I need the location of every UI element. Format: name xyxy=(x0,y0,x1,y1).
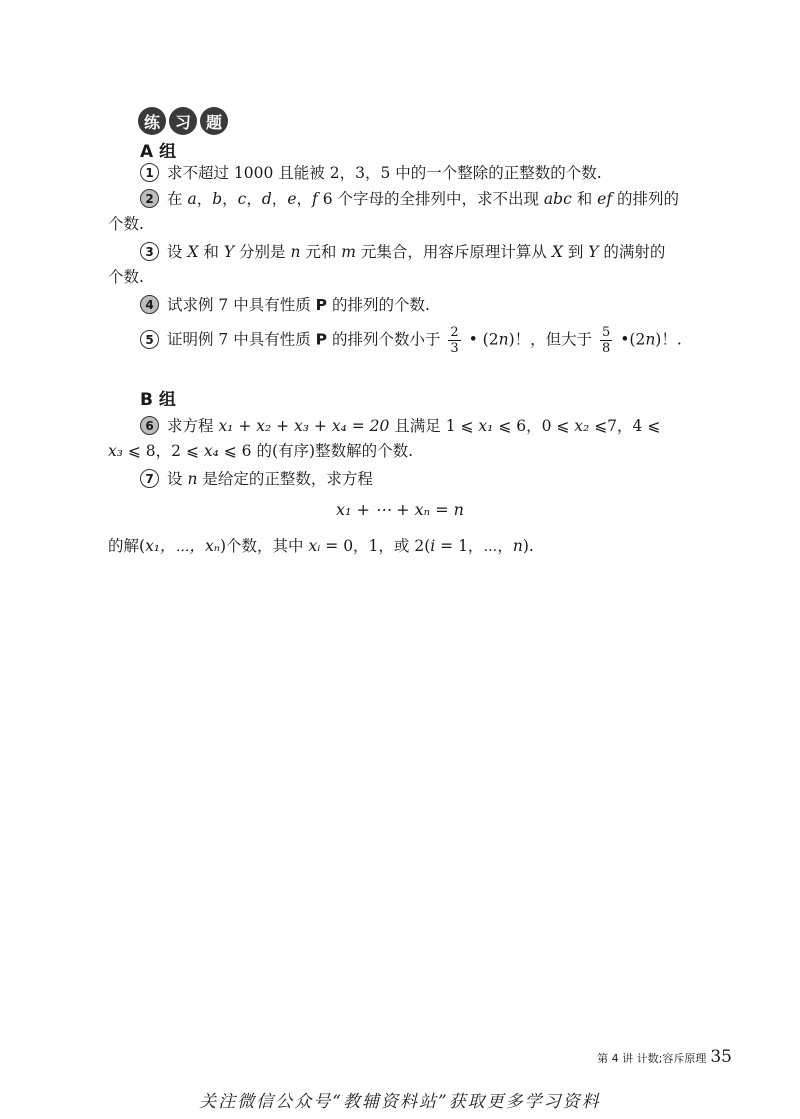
var: n xyxy=(187,470,198,488)
text: 元和 xyxy=(300,243,342,261)
text: 和 xyxy=(198,243,224,261)
numerator: 5 xyxy=(602,325,611,340)
text: 的满射的 xyxy=(598,243,666,261)
problem-number: 6 xyxy=(140,416,159,435)
watermark-text: 关注微信公众号“教辅资料站”获取更多学习资料 xyxy=(199,1092,601,1112)
text: ⩽7，4 ⩽ xyxy=(589,417,661,435)
text: 且满足 1 ⩽ xyxy=(389,417,479,435)
text: 求方程 xyxy=(167,417,219,435)
problem-4 xyxy=(140,295,430,315)
text: = 0，1，或 2( xyxy=(320,537,431,555)
denominator: 8 xyxy=(602,341,611,356)
var: X xyxy=(187,243,199,261)
var: f xyxy=(312,190,318,208)
denominator: 3 xyxy=(450,341,459,356)
var: n xyxy=(512,537,523,555)
problem-number: 5 xyxy=(140,330,159,349)
text: 证明例 7 中具有性质 xyxy=(167,330,316,349)
text: 元集合，用容斥原理计算从 xyxy=(355,243,552,261)
problem-1 xyxy=(140,163,602,183)
text: 分别是 xyxy=(234,243,291,261)
problem-2 xyxy=(140,189,679,209)
text: 试求例 7 中具有性质 xyxy=(167,296,316,314)
var: Y xyxy=(588,243,599,261)
exercise-heading xyxy=(138,107,228,135)
problem-3 xyxy=(140,242,665,262)
var: x₁，⋯，xₙ xyxy=(145,537,220,555)
var: a xyxy=(187,190,197,208)
text: 在 xyxy=(167,190,188,208)
text: 是给定的正整数，求方程 xyxy=(197,470,373,488)
text: ⩽ 8，2 ⩽ xyxy=(122,442,204,460)
problem-3-continued: 个数. xyxy=(108,268,144,286)
text: 的排列的 xyxy=(612,190,679,208)
text: • (2 xyxy=(463,330,499,349)
var: x₃ xyxy=(108,442,123,460)
fraction-five-eighths xyxy=(600,325,612,356)
problem-number: 4 xyxy=(140,295,159,314)
var: xᵢ xyxy=(308,537,321,555)
property-P: P xyxy=(315,330,328,349)
text: •(2 xyxy=(615,330,646,349)
numerator: 2 xyxy=(450,325,459,340)
text: 设 xyxy=(167,470,188,488)
problem-7 xyxy=(140,469,373,489)
var: abc xyxy=(543,190,572,208)
text: 和 xyxy=(571,190,598,208)
var: n xyxy=(290,243,301,261)
heading-char: 练 xyxy=(138,107,166,135)
equation: x₁ + x₂ + x₃ + x₄ = 20 xyxy=(218,417,390,435)
var: n xyxy=(645,330,656,349)
display-equation xyxy=(0,500,800,519)
text: 设 xyxy=(167,243,188,261)
problem-number: 3 xyxy=(140,242,159,261)
problem-number: 1 xyxy=(140,163,159,182)
text: = 1，⋯， xyxy=(435,537,513,555)
problem-text: 求不超过 1000 且能被 2，3，5 中的一个整除的正整数的个数. xyxy=(167,164,602,182)
text: ， xyxy=(196,190,213,208)
text: 6 个字母的全排列中，求不出现 xyxy=(317,190,544,208)
var: c xyxy=(237,190,247,208)
text: ， xyxy=(246,190,262,208)
group-b-label: B 组 xyxy=(140,390,176,410)
fraction-two-thirds xyxy=(448,325,460,356)
problem-7-continued xyxy=(108,536,534,556)
text: ⩽ 6，0 ⩽ xyxy=(493,417,575,435)
var: e xyxy=(287,190,297,208)
var: m xyxy=(341,243,356,261)
text: 的排列个数小于 xyxy=(327,330,446,349)
text: ， xyxy=(222,190,238,208)
text: )！. xyxy=(655,330,682,349)
var: x₄ xyxy=(203,442,219,460)
heading-char: 习 xyxy=(169,107,197,135)
var: b xyxy=(212,190,223,208)
problem-6-continued xyxy=(108,441,413,461)
problem-number: 2 xyxy=(140,189,159,208)
var: x₂ xyxy=(574,417,590,435)
text: )！，但大于 xyxy=(508,330,598,349)
text: ⩽ 6 的(有序)整数解的个数. xyxy=(218,442,413,460)
var: Y xyxy=(223,243,235,261)
text: ， xyxy=(271,190,288,208)
var: n xyxy=(498,330,509,349)
text: )个数，其中 xyxy=(220,537,309,555)
page-number: 35 xyxy=(710,1047,732,1067)
problem-number: 7 xyxy=(140,469,159,488)
text: 的排列的个数. xyxy=(327,296,430,314)
group-a-label: A 组 xyxy=(140,142,177,162)
var: d xyxy=(261,190,272,208)
var: x₁ xyxy=(478,417,494,435)
var: X xyxy=(551,243,563,261)
text: ). xyxy=(522,537,534,555)
equation-text: x₁ + ⋯ + xₙ = n xyxy=(336,500,464,519)
var: ef xyxy=(597,190,613,208)
property-P: P xyxy=(315,296,328,314)
var: i xyxy=(430,537,436,555)
text: 的解( xyxy=(108,537,146,555)
page-footer xyxy=(597,1047,732,1067)
heading-char: 题 xyxy=(200,107,228,135)
chapter-title: 第 4 讲 计数;容斥原理 xyxy=(597,1052,707,1065)
text: ， xyxy=(296,190,313,208)
problem-5 xyxy=(140,325,682,356)
text: 到 xyxy=(562,243,589,261)
problem-6 xyxy=(140,416,660,436)
problem-2-continued: 个数. xyxy=(108,215,144,233)
